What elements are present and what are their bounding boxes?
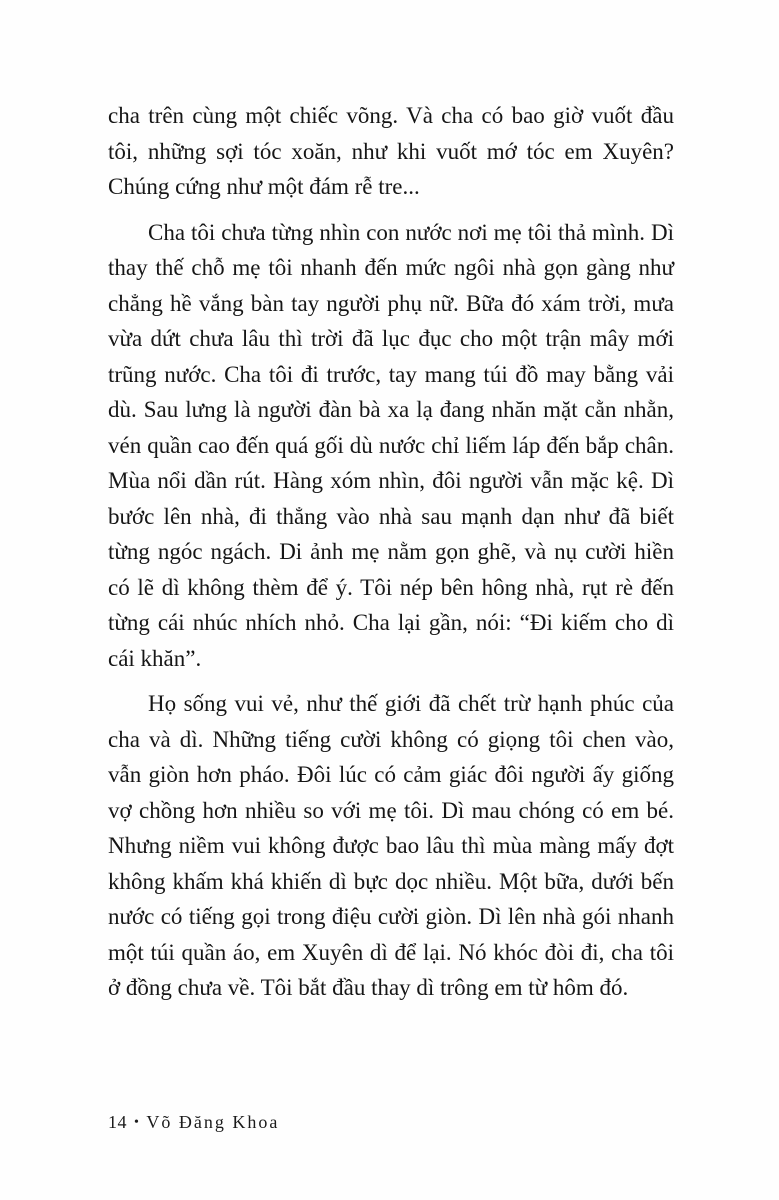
- page-text-block: [108, 98, 674, 1006]
- body-paragraph: cha trên cùng một chiếc võng. Và cha có bao giờ vuốt đầu tôi, những sợi tóc xoăn, như khi vuốt mớ tóc em Xuyên? Chúng cứng như một đám rễ tre...: [108, 103, 674, 199]
- page-number: 14: [108, 1112, 127, 1132]
- body-paragraph: Cha tôi chưa từng nhìn con nước nơi mẹ tôi thả mình. Dì thay thế chỗ mẹ tôi nhanh đến mức ngôi nhà gọn gàng như chẳng hề vắng bàn tay người phụ nữ. Bữa đó xám trời, mưa vừa dứt chưa lâu thì trời đã lục đục cho một trận mây mới trũng nước. Cha tôi đi trước, tay mang túi đồ may bằng vải dù. Sau lưng là người đàn bà xa lạ đang nhăn mặt cằn nhằn, vén quần cao đến quá gối dù nước chỉ liếm láp đến bắp chân. Mùa nổi dần rút. Hàng xóm nhìn, đôi người vẫn mặc kệ. Dì bước lên nhà, đi thẳng vào nhà sau mạnh dạn như đã biết từng ngóc ngách. Di ảnh mẹ nằm gọn ghẽ, và nụ cười hiền có lẽ dì không thèm để ý. Tôi nép bên hông nhà, rụt rè đến từng cái nhúc nhích nhỏ. Cha lại gần, nói: “Đi kiếm cho dì cái khăn”.: [108, 219, 674, 671]
- page-footer: [108, 1112, 279, 1133]
- author-name: Võ Đăng Khoa: [146, 1112, 280, 1132]
- footer-separator-icon: •: [134, 1115, 140, 1130]
- body-paragraph: Họ sống vui vẻ, như thế giới đã chết trừ hạnh phúc của cha và dì. Những tiếng cười không có giọng tôi chen vào, vẫn giòn hơn pháo. Đôi lúc có cảm giác đôi người ấy giống vợ chồng hơn nhiều so với mẹ tôi. Dì mau chóng có em bé. Nhưng niềm vui không được bao lâu thì mùa màng mấy đợt không khấm khá khiến dì bực dọc nhiều. Một bữa, dưới bến nước có tiếng gọi trong điệu cười giòn. Dì lên nhà gói nhanh một túi quần áo, em Xuyên dì để lại. Nó khóc đòi đi, cha tôi ở đồng chưa về. Tôi bắt đầu thay dì trông em từ hôm đó.: [108, 691, 674, 1000]
